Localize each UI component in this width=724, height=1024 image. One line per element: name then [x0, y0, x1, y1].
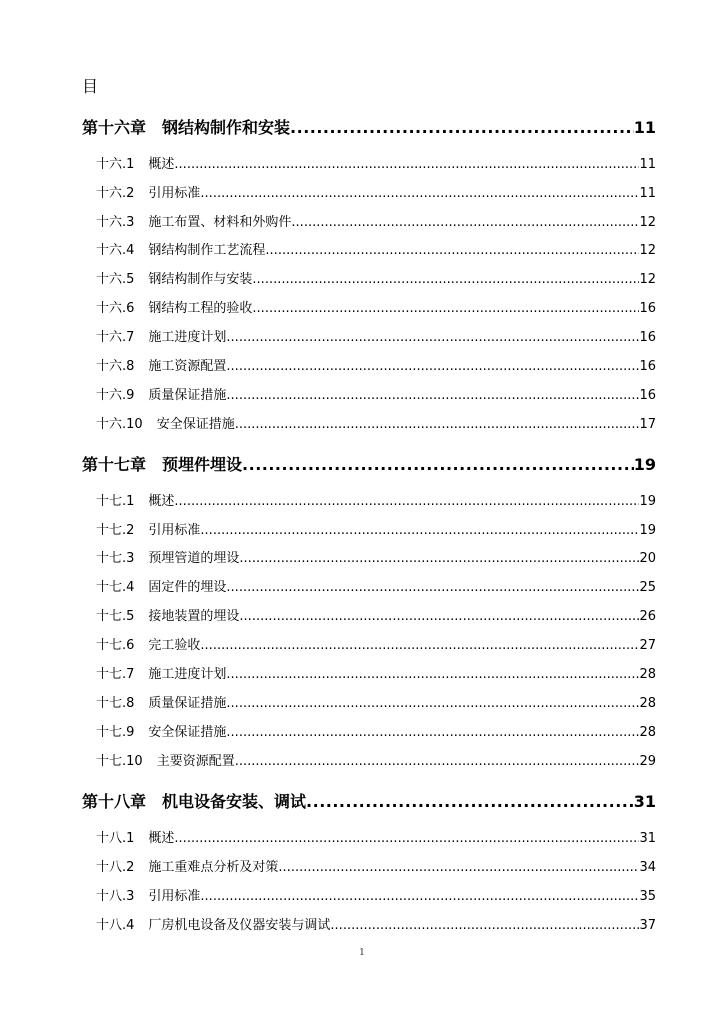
toc-entry-title: 固定件的埋设 — [148, 580, 227, 595]
toc-entry-number: 十七.10 — [96, 754, 143, 769]
toc-entry-page: 29 — [639, 754, 656, 769]
toc-entry-page: 26 — [639, 609, 656, 624]
toc-section-entry[interactable] — [96, 184, 656, 204]
toc-dot-leader — [235, 752, 640, 772]
toc-entry-title: 预埋件埋设 — [162, 455, 243, 474]
toc-entry-title: 概述 — [148, 494, 175, 509]
toc-section-entry[interactable] — [96, 357, 656, 377]
toc-entry-number: 十八.4 — [96, 918, 135, 933]
toc-section-entry[interactable] — [96, 270, 656, 290]
toc-entry-page: 28 — [639, 667, 656, 682]
toc-section-entry[interactable] — [96, 829, 656, 849]
toc-dot-leader — [290, 116, 634, 140]
toc-dot-leader — [226, 694, 639, 714]
toc-entry-page: 16 — [639, 359, 656, 374]
toc-entry-number: 十六.2 — [96, 186, 135, 201]
toc-dot-leader — [226, 723, 639, 743]
toc-section-entry[interactable] — [96, 752, 656, 772]
toc-entry-title: 钢结构制作工艺流程 — [148, 243, 266, 258]
toc-chapter-entry[interactable] — [82, 790, 656, 814]
toc-entry-page: 16 — [639, 330, 656, 345]
toc-entry-number: 十七.4 — [96, 580, 135, 595]
toc-section-entry[interactable] — [96, 386, 656, 406]
toc-section-entry[interactable] — [96, 213, 656, 233]
toc-entry-title: 钢结构制作和安装 — [162, 118, 291, 137]
toc-entry-number: 第十七章 — [82, 455, 147, 474]
toc-section-entry[interactable] — [96, 665, 656, 685]
toc-entry-page: 19 — [639, 523, 656, 538]
toc-dot-leader — [174, 492, 639, 512]
toc-entry-title: 引用标准 — [148, 889, 201, 904]
toc-entry-number: 十七.1 — [96, 494, 135, 509]
toc-entry-number: 十七.2 — [96, 523, 135, 538]
toc-dot-leader — [200, 521, 639, 541]
toc-dot-leader — [252, 299, 639, 319]
toc-entry-number: 十六.3 — [96, 215, 135, 230]
toc-dot-leader — [226, 357, 639, 377]
toc-section-entry[interactable] — [96, 723, 656, 743]
toc-dot-leader — [239, 607, 639, 627]
toc-section-entry[interactable] — [96, 155, 656, 175]
toc-section-entry[interactable] — [96, 299, 656, 319]
toc-entry-page: 11 — [639, 157, 656, 172]
toc-entry-page: 12 — [639, 243, 656, 258]
toc-entry-page: 28 — [639, 725, 656, 740]
toc-section-entry[interactable] — [96, 549, 656, 569]
toc-dot-leader — [235, 415, 640, 435]
toc-dot-leader — [200, 184, 639, 204]
toc-entry-page: 12 — [639, 272, 656, 287]
toc-dot-leader — [174, 829, 639, 849]
toc-entry-page: 19 — [639, 494, 656, 509]
toc-entry-page: 19 — [633, 455, 656, 474]
toc-entry-page: 25 — [639, 580, 656, 595]
toc-entry-title: 安全保证措施 — [148, 725, 227, 740]
toc-entry-page: 11 — [639, 186, 656, 201]
toc-section-entry[interactable] — [96, 694, 656, 714]
toc-entry-number: 十六.9 — [96, 388, 135, 403]
toc-entry-number: 十七.3 — [96, 551, 135, 566]
toc-entry-page: 31 — [633, 792, 656, 811]
toc-chapter-entry[interactable] — [82, 116, 656, 140]
toc-entry-page: 37 — [639, 918, 656, 933]
toc-entry-title: 施工进度计划 — [148, 667, 227, 682]
toc-entry-title: 钢结构工程的验收 — [148, 301, 253, 316]
toc-entry-page: 16 — [639, 388, 656, 403]
toc-entry-page: 20 — [639, 551, 656, 566]
toc-entry-number: 十八.1 — [96, 831, 135, 846]
toc-dot-leader — [200, 636, 639, 656]
toc-entry-page: 35 — [639, 889, 656, 904]
toc-entry-page: 17 — [639, 417, 656, 432]
toc-dot-leader — [291, 213, 639, 233]
toc-entry-number: 十六.10 — [96, 417, 143, 432]
toc-entry-page: 27 — [639, 638, 656, 653]
toc-dot-leader — [265, 241, 639, 261]
toc-entry-number: 十六.5 — [96, 272, 135, 287]
toc-entry-number: 十七.8 — [96, 696, 135, 711]
toc-dot-leader — [226, 386, 639, 406]
toc-dot-leader — [330, 916, 639, 936]
toc-section-entry[interactable] — [96, 887, 656, 907]
toc-entry-page: 34 — [639, 860, 656, 875]
toc-entry-number: 十七.7 — [96, 667, 135, 682]
toc-dot-leader — [226, 665, 639, 685]
toc-entry-title: 施工重难点分析及对策 — [148, 860, 279, 875]
toc-dot-leader — [239, 549, 639, 569]
toc-dot-leader — [306, 790, 634, 814]
toc-entry-number: 第十八章 — [82, 792, 147, 811]
toc-section-entry[interactable] — [96, 607, 656, 627]
toc-section-entry[interactable] — [96, 492, 656, 512]
toc-entry-page: 28 — [639, 696, 656, 711]
toc-section-entry[interactable] — [96, 241, 656, 261]
toc-entry-title: 施工布置、材料和外购件 — [148, 215, 292, 230]
toc-entry-number: 十六.8 — [96, 359, 135, 374]
toc-section-entry[interactable] — [96, 521, 656, 541]
toc-entry-number: 十六.7 — [96, 330, 135, 345]
toc-entry-number: 十七.5 — [96, 609, 135, 624]
toc-entry-number: 十八.2 — [96, 860, 135, 875]
toc-entry-title: 主要资源配置 — [156, 754, 235, 769]
toc-section-entry[interactable] — [96, 916, 656, 936]
toc-entry-title: 接地装置的埋设 — [148, 609, 240, 624]
toc-section-entry[interactable] — [96, 578, 656, 598]
toc-entry-title: 引用标准 — [148, 186, 201, 201]
toc-entry-number: 十七.9 — [96, 725, 135, 740]
toc-entry-page: 12 — [639, 215, 656, 230]
page-heading: 目 — [82, 77, 99, 96]
toc-entry-page: 31 — [639, 831, 656, 846]
toc-dot-leader — [252, 270, 639, 290]
toc-section-entry[interactable] — [96, 636, 656, 656]
toc-entry-title: 钢结构制作与安装 — [148, 272, 253, 287]
toc-entry-title: 预埋管道的埋设 — [148, 551, 240, 566]
toc-entry-number: 十六.4 — [96, 243, 135, 258]
toc-entry-title: 质量保证措施 — [148, 696, 227, 711]
toc-entry-number: 第十六章 — [82, 118, 147, 137]
toc-entry-title: 施工进度计划 — [148, 330, 227, 345]
toc-entry-number: 十六.1 — [96, 157, 135, 172]
toc-entry-number: 十八.3 — [96, 889, 135, 904]
toc-entry-page: 11 — [633, 118, 656, 137]
toc-entry-title: 安全保证措施 — [156, 417, 235, 432]
toc-entry-title: 质量保证措施 — [148, 388, 227, 403]
toc-dot-leader — [200, 887, 639, 907]
toc-dot-leader — [226, 328, 639, 348]
toc-section-entry[interactable] — [96, 858, 656, 878]
toc-section-entry[interactable] — [96, 415, 656, 435]
toc-dot-leader — [278, 858, 639, 878]
toc-entry-title: 完工验收 — [148, 638, 201, 653]
toc-entry-title: 机电设备安装、调试 — [162, 792, 307, 811]
toc-entry-title: 施工资源配置 — [148, 359, 227, 374]
toc-section-entry[interactable] — [96, 328, 656, 348]
toc-entry-number: 十六.6 — [96, 301, 135, 316]
toc-entry-title: 厂房机电设备及仪器安装与调试 — [148, 918, 331, 933]
toc-dot-leader — [174, 155, 639, 175]
toc-entry-title: 概述 — [148, 831, 175, 846]
toc-entry-page: 16 — [639, 301, 656, 316]
page-number: 1 — [359, 948, 365, 958]
toc-entry-title: 概述 — [148, 157, 175, 172]
toc-entry-number: 十七.6 — [96, 638, 135, 653]
toc-chapter-entry[interactable] — [82, 453, 656, 477]
toc-dot-leader — [226, 578, 639, 598]
toc-entry-title: 引用标准 — [148, 523, 201, 538]
toc-dot-leader — [242, 453, 634, 477]
